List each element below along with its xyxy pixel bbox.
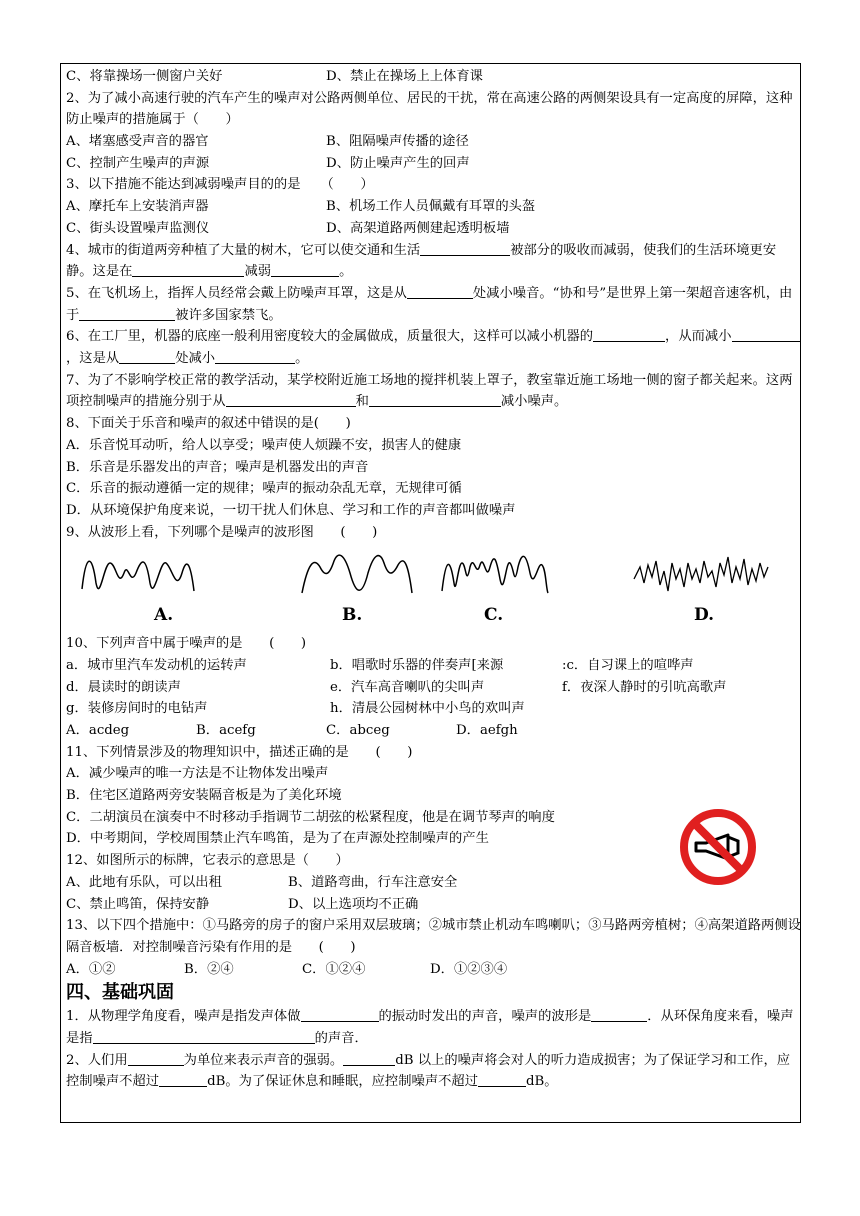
answer-blank[interactable] xyxy=(407,284,473,299)
item-h: h．清晨公园树林中小鸟的欢叫声 xyxy=(330,701,525,717)
q8-option-a: A．乐音悦耳动听，给人以享受；噪声使人烦躁不安，损害人的健康 xyxy=(66,437,462,453)
option-d: D、防止噪声产生的回声 xyxy=(326,155,470,171)
b1-text-2: 的振动时发出的声音，噪声的波形是 xyxy=(378,1009,592,1025)
item-f: f．夜深人静时的引吭高歌声 xyxy=(562,679,727,695)
option-c: C、控制产生噪声的声源 xyxy=(66,155,210,171)
q6-text-2: ，从而减小 xyxy=(665,329,732,345)
b2-text-4: dB。为了保证休息和睡眠，应控制噪声不超过 xyxy=(207,1074,479,1090)
option-c: C、街头设置噪声监测仪 xyxy=(66,220,210,236)
b2-text-5: dB。 xyxy=(526,1074,558,1090)
answer-blank[interactable] xyxy=(128,1051,184,1066)
option-a: A、堵塞感受声音的器官 xyxy=(66,134,209,150)
waveform-c-icon xyxy=(440,543,550,613)
q5-text-2: 处减小噪音。“协和号”是世界上第一架超音速客机，由于 xyxy=(66,285,793,323)
q11-option-c: C．二胡演员在演奏中不时移动手指调节二胡弦的松紧程度，他是在调节琴声的响度 xyxy=(66,809,555,825)
question-6 xyxy=(66,326,802,369)
option-d: D、以上选项均不正确 xyxy=(288,896,419,912)
option-c: C．abceg xyxy=(326,723,390,739)
answer-blank[interactable] xyxy=(593,327,665,342)
item-b: b．唱歌时乐器的伴奏声[来源 xyxy=(330,657,504,673)
q6-text-1: 6、在工厂里，机器的底座一般利用密度较大的金属做成，质量很大，这样可以减小机器的 xyxy=(66,329,594,345)
answer-blank[interactable] xyxy=(132,262,244,277)
answer-blank[interactable] xyxy=(159,1072,207,1087)
q2-options-ab xyxy=(66,131,802,153)
question-8: 8、下面关于乐音和噪声的叙述中错误的是( ) xyxy=(66,416,351,432)
option-a: A．acdeg xyxy=(66,723,130,739)
option-c: C、将靠操场一侧窗户关好 xyxy=(66,69,223,84)
question-5 xyxy=(66,283,802,326)
option-d: D、高架道路两侧建起透明板墙 xyxy=(326,220,510,236)
waveform-label-d: D. xyxy=(694,605,715,626)
b1-text-1: 1．从物理学角度看，噪声是指发声体做 xyxy=(66,1009,301,1025)
q10-items-row3 xyxy=(66,698,802,720)
option-a: A、此地有乐队，可以出租 xyxy=(66,874,222,890)
answer-blank[interactable] xyxy=(478,1072,526,1087)
q8-option-c: C．乐音的振动遵循一定的规律；噪声的振动杂乱无章，无规律可循 xyxy=(66,481,462,497)
section-title: 四、基础巩固 xyxy=(66,982,174,1004)
q10-items-row2 xyxy=(66,677,802,699)
q12-options-cd xyxy=(66,894,802,916)
answer-blank[interactable] xyxy=(215,349,295,364)
q7-text-1: 7、为了不影响学校正常的教学活动，某学校附近施工场地的搅拌机装上罩子，教室靠近施工场地一侧的窗子都关起来。这两项控制噪声的措施分别于从 xyxy=(66,372,793,410)
question-12: 12、如图所示的标牌，它表示的意思是（ ） xyxy=(66,853,349,869)
q8-option-d: D．从环境保护角度来说，一切干扰人们休息、学习和工作的声音都叫做噪声 xyxy=(66,502,516,518)
answer-blank[interactable] xyxy=(226,392,356,407)
option-b: B．②④ xyxy=(184,961,234,977)
b1-text-3: ．从环保角度来看，噪声是指 xyxy=(66,1009,794,1047)
q4-text-1: 4、城市的街道两旁种植了大量的树木，它可以使交通和生活 xyxy=(66,242,421,258)
answer-blank[interactable] xyxy=(79,306,175,321)
q4-text-2: 被部分的吸收而减弱，使我们的生活环境更安静。这是在 xyxy=(66,242,777,280)
option-b: B、阻隔噪声传播的途径 xyxy=(326,134,469,150)
answer-blank[interactable] xyxy=(119,349,175,364)
question-3: 3、以下措施不能达到减弱噪声目的的是 （ ） xyxy=(66,177,374,193)
option-d: D．①②③④ xyxy=(430,961,508,977)
option-c: C．①②④ xyxy=(302,961,366,977)
b2-text-3: dB 以上的噪声将会对人的听力造成损害；为了保证学习和工作，应控制噪声不超过 xyxy=(66,1052,791,1090)
q6-text-4: 处减小 xyxy=(175,351,216,367)
answer-blank[interactable] xyxy=(591,1007,647,1022)
question-4 xyxy=(66,240,802,283)
question-11: 11、下列情景涉及的物理知识中，描述正确的是 ( ) xyxy=(66,744,413,760)
option-d: D、禁止在操场上上体育课 xyxy=(326,69,483,84)
q8-option-b: B．乐音是乐器发出的声音；噪声是机器发出的声音 xyxy=(66,459,369,475)
q2-options-cd xyxy=(66,153,802,175)
waveform-label-b: B. xyxy=(342,605,363,626)
question-7 xyxy=(66,370,802,413)
waveform-figures xyxy=(66,543,802,633)
q13-options xyxy=(66,959,802,981)
q11-option-b: B．住宅区道路两旁安装隔音板是为了美化环境 xyxy=(66,788,342,804)
option-c: C、禁止鸣笛，保持安静 xyxy=(66,896,210,912)
item-e: e．汽车高音喇叭的尖叫声 xyxy=(330,679,485,695)
item-d: d．晨读时的朗读声 xyxy=(66,679,181,695)
q5-text-3: 被许多国家禁飞。 xyxy=(175,307,282,323)
q11-option-a: A．减少噪声的唯一方法是不让物体发出噪声 xyxy=(66,766,329,782)
question-10: 10、下列声音中属于噪声的是 ( ) xyxy=(66,636,307,652)
no-horn-sign-icon xyxy=(678,807,758,887)
q7-text-3: 减小噪声。 xyxy=(500,394,568,410)
q3-options-cd xyxy=(66,218,802,240)
q4-text-3: 减弱 xyxy=(244,264,272,280)
q5-text-1: 5、在飞机场上，指挥人员经常会戴上防噪声耳罩，这是从 xyxy=(66,285,407,301)
answer-blank[interactable] xyxy=(369,392,501,407)
q6-text-3: ，这是从 xyxy=(66,351,120,367)
b1-text-4: 的声音． xyxy=(314,1031,368,1047)
answer-blank[interactable] xyxy=(420,241,510,256)
option-b: B、机场工作人员佩戴有耳罩的头盔 xyxy=(326,199,536,215)
answer-blank[interactable] xyxy=(301,1007,379,1022)
q4-text-4: 。 xyxy=(339,264,353,280)
option-b: B、道路弯曲，行车注意安全 xyxy=(288,874,458,890)
item-g: g．装修房间时的电钻声 xyxy=(66,701,208,717)
waveform-a-icon xyxy=(80,543,200,613)
basic-question-1 xyxy=(66,1006,802,1049)
basic-question-2 xyxy=(66,1050,802,1093)
b2-text-1: 2、人们用 xyxy=(66,1052,128,1068)
answer-blank[interactable] xyxy=(732,327,800,342)
q10-items-row1 xyxy=(66,655,802,677)
question-13: 13、以下四个措施中：①马路旁的房子的窗户采用双层玻璃；②城市禁止机动车鸣喇叭；③马路两旁植树；④高架道路两侧设隔音板墙．对控制噪音污染有作用的是 ( ) xyxy=(66,918,801,955)
option-d: D．aefgh xyxy=(456,723,518,739)
question-9: 9、从波形上看，下列哪个是噪声的波形图 ( ) xyxy=(66,524,378,540)
b2-text-2: 为单位来表示声音的强弱。 xyxy=(183,1052,344,1068)
question-2: 2、为了减小高速行驶的汽车产生的噪声对公路两侧单位、居民的干扰，常在高速公路的两侧架设具有一定高度的屏障，这种防止噪声的措施属于（ ） xyxy=(66,90,793,128)
answer-blank[interactable] xyxy=(343,1051,395,1066)
waveform-label-a: A. xyxy=(154,605,174,626)
worksheet-content xyxy=(66,66,802,1093)
answer-blank[interactable] xyxy=(93,1029,315,1044)
item-c: :c．自习课上的喧哗声 xyxy=(562,657,694,673)
waveform-label-c: C. xyxy=(484,605,504,626)
q10-options xyxy=(66,720,802,742)
q3-options-ab xyxy=(66,196,802,218)
waveform-d-icon xyxy=(632,543,772,613)
q1-options-cd xyxy=(66,66,802,88)
item-a: a．城市里汽车发动机的运转声 xyxy=(66,657,247,673)
waveform-b-icon xyxy=(298,543,418,613)
q6-text-5: 。 xyxy=(295,351,309,367)
q7-text-2: 和 xyxy=(355,394,369,410)
answer-blank[interactable] xyxy=(271,262,339,277)
option-a: A、摩托车上安装消声器 xyxy=(66,199,209,215)
option-b: B．acefg xyxy=(196,723,256,739)
option-a: A．①② xyxy=(66,961,116,977)
q11-option-d: D．中考期间，学校周围禁止汽车鸣笛，是为了在声源处控制噪声的产生 xyxy=(66,831,489,847)
